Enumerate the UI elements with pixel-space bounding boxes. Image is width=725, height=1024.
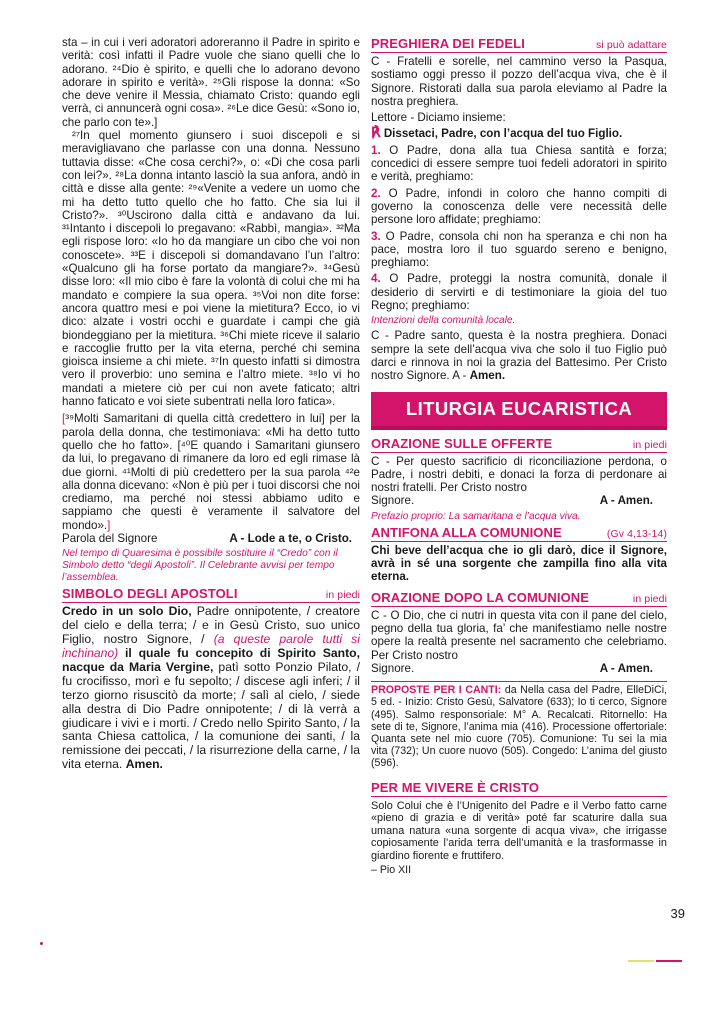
section-heading-antifona: [371, 525, 667, 542]
intention-number: 1.: [371, 143, 381, 157]
gospel-paragraph: ²⁷In quel momento giunsero i suoi discepoli e si meravigliavano che parlasse con una donna. Nessuno tuttavia disse: «Che cosa cerchi?», o: «Di che cosa parli con lei?». ²⁸La donna intanto lasciò la sua anfora, andò in città e disse alla gente: ²⁹«Venite a vedere un uomo che mi ha detto tutto quello che ho fatto. Che sia lui il Cristo?». ³⁰Uscirono dalla città e andavano da lui. ³¹Intanto i discepoli lo pregavano: «Rabbì, mangia». ³²Ma egli rispose loro: «Io ho da mangiare un cibo che voi non conoscete». ³³E i discepoli si domandavano l’un l’altro: «Qualcuno gli ha forse portato da mangiare?». ³⁴Gesù disse loro: «Il mio cibo è fare la volontà di colui che mi ha mandato e compiere la sua opera. ³⁵Voi non dite forse: ancora quattro mesi e poi viene la mietitura? Ecco, io vi dico: alzate i vostri occhi e guardate i campi che già biondeggiano per la mietitura. ³⁶Chi miete riceve il salario e raccoglie frutto per la vita eterna, perché chi semina gioisca insieme a chi miete. ³⁷In questo infatti si dimostra vero il proverbio: uno semina e l’altro miete. ³⁸Io vi ho mandati a mietere ciò per cui non avete faticato; altri hanno faticato e voi siete subentrati nella loro fatica».: [62, 129, 360, 409]
liturgia-eucaristica-banner: LITURGIA EUCARISTICA: [371, 392, 667, 430]
offerte-text: C - Per questo sacrificio di riconciliazione perdona, o Padre, i nostri debiti, e donaci la forza di perdonare ai nostri fratelli. Per Cristo nostro: [371, 454, 667, 495]
dopo-response: [371, 662, 667, 675]
intention-item: [371, 144, 667, 184]
intention-text: O Padre, infondi in coloro che hanno compiti di governo la conoscenza delle vere necessità delle persone loro affidate; preghiamo:: [371, 186, 667, 227]
intenzioni-note: Intenzioni della comunità locale.: [371, 315, 516, 327]
preghiera-intro: C - Fratelli e sorelle, nel cammino verso la Pasqua, sostiamo oggi presso il pozzo dell’acqua viva, che è il Signore. Ristorati dalla sua parola eleviamo al Padre la nostra preghiera.: [371, 55, 667, 108]
intention-text: O Padre, dona alla tua Chiesa santità e forza; concedici di essere sempre tuoi fedeli adoratori in spirito e verità, preghiamo:: [371, 143, 668, 184]
vivere-text: Solo Colui che è l’Unigenito del Padre e il Verbo fatto carne «pieno di grazia e di verità» poté far scaturire dalla sua umana natura «una sorgente di acqua viva», che irrigasse copiosamente l’arida terra dell’umanità e la trasformasse in giardino fiorente e fruttifero.: [371, 799, 667, 862]
dopo-last: Signore.: [371, 661, 415, 675]
canti-proposte: [371, 681, 667, 769]
page-number: 39: [670, 906, 685, 921]
intention-number: 2.: [371, 186, 381, 200]
heading-title: ANTIFONA ALLA COMUNIONE: [371, 524, 562, 540]
intention-text: O Padre, proteggi la nostra comunità, donale il desiderio di servirti e di testimoniare la gioia del tuo Regno; preghiamo:: [371, 272, 667, 313]
section-heading-simbolo: [62, 586, 360, 603]
simbolo-text: [62, 605, 360, 772]
canti-title: PROPOSTE PER I CANTI:: [371, 684, 502, 697]
section-heading-dopo-comunione: [371, 590, 667, 607]
gospel-paragraph: sta – in cui i veri adoratori adoreranno il Padre in spirito e verità: così infatti il Padre vuole che siano quelli che lo adorano. ²⁴Dio è spirito, e quelli che lo adorano devono adorare in spirito e verità». ²⁵Gli rispose la donna: «So che deve venire il Messia, chiamato Cristo: quando egli verrà, ci annuncerà ogni cosa». ²⁶Le dice Gesù: «Sono io, che parlo con te».]: [62, 36, 360, 129]
parola-del-signore: Parola del Signore: [62, 531, 158, 545]
lode-response: A - Lode a te, o Cristo.: [229, 531, 352, 545]
simbolo-amen: Amen.: [125, 757, 163, 772]
decorative-dot: [40, 942, 43, 945]
heading-note: in piedi: [632, 592, 667, 605]
decorative-rule: [656, 960, 682, 962]
gospel-text: ³⁹Molti Samaritani di quella città credettero in lui] per la parola della donna, che testimoniava: «Mi ha detto tutto quello che ho fatto». [⁴⁰E quando i Samaritani giunsero da lui, lo pregavano di rimanere da loro ed egli rimase là due giorni. ⁴¹Molti di più credettero per la sua parola ⁴²e alla donna dicevano: «Non è più per i tuoi discorsi che noi crediamo, ma perché noi stessi abbiamo udito e sappiamo che questi è veramente il salvatore del mondo».: [62, 412, 360, 532]
left-column: [62, 36, 360, 772]
heading-title: PER ME VIVERE È CRISTO: [371, 779, 540, 795]
bracket-close: ]: [107, 518, 111, 532]
offerte-amen: A - Amen.: [599, 494, 653, 508]
heading-note: si può adattare: [596, 39, 667, 51]
offerte-last: Signore.: [371, 494, 415, 508]
response-symbol: ℟: [371, 124, 381, 141]
dopo-amen: A - Amen.: [599, 661, 653, 675]
right-column: [371, 36, 667, 876]
simbolo-plain: patì sotto Ponzio Pilato, / fu crocifisso, morì e fu sepolto; / discese agli inferi; / il terzo giorno risuscitò da morte; / salì al cielo, / siede alla destra di Dio Padre onnipotente; / di là verrà a giudicare i vivi e i morti. / Credo nello Spirito Santo, / la santa Chiesa cattolica, / la comunione dei santi, / la remissione dei peccati, / la risurrezione della carne, / la vita eterna.: [62, 659, 360, 772]
canti-text: da Nella casa del Padre, ElleDiCi, 5 ed. - Inizio: Cristo Gesù, Salvatore (633); Io ti cerco, Signore (495). Salmo responsoriale: M° A. Recalcati. Ritornello: Ha sete di te, Signore, l’anima mia (416). Processione offertoriale: Quanta sete nel mio cuore (705). Comunione: Tu sei la mia vita (732); Un cuore nuovo (505). Congedo: L’anima del giusto (596).: [371, 684, 667, 770]
gospel-paragraph: [62, 412, 360, 532]
simbolo-bold: Credo in un solo Dio,: [62, 604, 192, 619]
heading-note: in piedi: [632, 438, 667, 451]
gospel-acclamation: [62, 532, 360, 545]
simbolo-bold: il quale fu concepito di Spirito Santo, nacque da Maria Vergine,: [62, 646, 360, 674]
decorative-rule: [628, 960, 654, 962]
intention-item: [371, 272, 667, 312]
dopo-text: C - O Dio, che ci nutri in questa vita con il pane del cielo, pegno della tua gloria, fa’ che manifestiamo nelle nostre opere la realtà presente nel sacramento che celebriamo. Per Cristo nostro: [371, 608, 667, 662]
heading-title: ORAZIONE SULLE OFFERTE: [371, 435, 553, 451]
preghiera-conclusione: [371, 329, 667, 382]
lettore-line: Lettore - Diciamo insieme:: [371, 111, 506, 125]
simbolo-rubric: (a queste parole tutti si inchinano): [62, 632, 360, 660]
conclusione-text: C - Padre santo, questa è la nostra preghiera. Donaci sempre la sete dell’acqua viva che solo il tuo Figlio può darci e rinnova in noi la grazia del Battesimo. Per Cristo nostro Signore. A -: [371, 329, 667, 383]
heading-title: ORAZIONE DOPO LA COMUNIONE: [371, 589, 590, 605]
intention-item: [371, 187, 667, 227]
section-heading-preghiera: [371, 36, 667, 53]
heading-title: PREGHIERA DEI FEDELI: [371, 36, 525, 51]
intention-item: [371, 230, 667, 270]
intentions-list: [371, 144, 667, 313]
heading-note: in piedi: [325, 589, 360, 602]
conclusione-amen: Amen.: [469, 369, 506, 383]
response-text: Dissetaci, Padre, con l’acqua del tuo Figlio.: [383, 127, 623, 141]
intention-number: 4.: [371, 272, 381, 286]
intention-text: O Padre, consola chi non ha speranza e chi non ha pace, mostra loro il tuo sguardo sereno e benigno, preghiamo:: [371, 229, 667, 270]
vivere-author: – Pio XII: [371, 864, 412, 877]
offerte-response: [371, 494, 667, 507]
section-heading-offerte: [371, 436, 667, 453]
section-heading-vivere: [371, 780, 667, 797]
intention-number: 3.: [371, 229, 381, 243]
prefazio-note: Prefazio proprio: La samaritana e l’acqua viva.: [371, 510, 581, 522]
response-refrain: [371, 126, 667, 140]
simbolo-plain: Padre onnipotente, / creatore del cielo e della terra; / e in Gesù Cristo, suo unico Figlio, nostro Signore, /: [62, 604, 360, 647]
quaresima-note: Nel tempo di Quaresima è possibile sostituire il “Credo” con il Simbolo detto “degli Apostoli”. Il Celebrante avvisi per tempo l’assemblea.: [62, 548, 338, 584]
antifona-text: Chi beve dell’acqua che io gli darò, dice il Signore, avrà in sé una sorgente che zampilla fino alla vita eterna.: [371, 543, 667, 584]
heading-note: (Gv 4,13-14): [606, 527, 667, 540]
bracket-open: [: [62, 412, 66, 426]
heading-title: SIMBOLO DEGLI APOSTOLI: [62, 586, 238, 602]
